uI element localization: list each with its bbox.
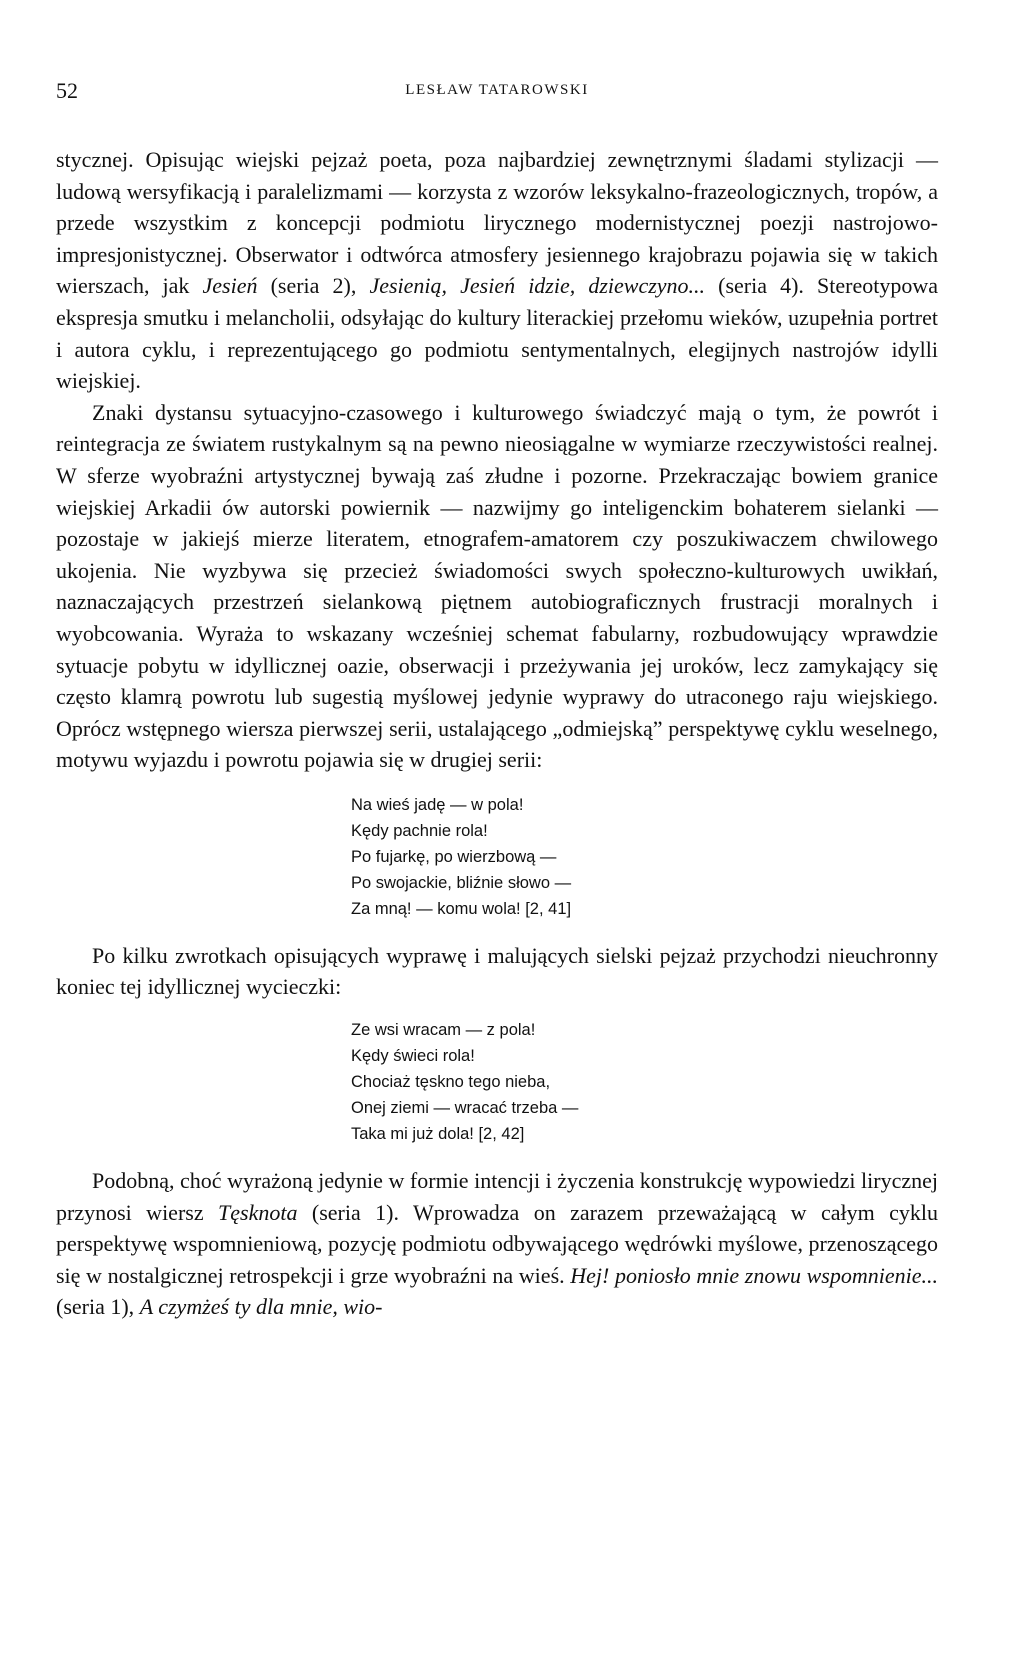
verse-line: Po swojackie, bliźnie słowo — [351, 873, 572, 892]
running-head: LESŁAW TATAROWSKI [405, 82, 589, 98]
verse-line: Po fujarkę, po wierzbową — [351, 847, 557, 866]
paragraph-1-text-b: (seria 2), [257, 273, 370, 299]
paragraph-1 [56, 144, 938, 397]
page-header [56, 78, 938, 106]
body-text [56, 144, 938, 1323]
verse-quote-2 [351, 1017, 938, 1147]
verse-quote-1 [351, 792, 938, 922]
verse-line: Onej ziemi — wracać trzeba — [351, 1099, 579, 1118]
paragraph-1-text-c: (seria 4). Stereotypowa ekspresja smutku i melancholii, odsyłając do kultury literackiej przełomu wieków, uzupełnia portret i autora cyklu, i reprezentującego go podmiotu sentymentalnych, elegijnych nastrojów idylli wiejskiej. [56, 273, 938, 394]
verse-line: Kędy świeci rola! [351, 1047, 475, 1066]
paragraph-4 [56, 1165, 938, 1323]
quote-a-czymzes: A czymżeś ty dla mnie, wio- [139, 1294, 383, 1320]
title-jesien: Jesień [202, 273, 258, 299]
title-tesknota: Tęsknota [218, 1199, 298, 1225]
paragraph-3: Po kilku zwrotkach opisujących wyprawę i malujących sielski pejzaż przychodzi nieuchronny koniec tej idyllicznej wycieczki: [56, 942, 938, 1000]
verse-line: Ze wsi wracam — z pola! [351, 1021, 536, 1040]
verse-line: Kędy pachnie rola! [351, 821, 488, 840]
title-jesienia: Jesienią, Jesień idzie, dziewczyno... [369, 273, 706, 299]
verse-line: Na wieś jadę — w pola! [351, 795, 524, 814]
paragraph-1-text-a: stycznej. Opisując wiejski pejzaż poeta, poza najbardziej zewnętrznymi śladami stylizacji — ludową wersyfikacją i paralelizmami — korzysta z wzorów leksykalno-frazeologicznych, tropów, a przede wszystkim z koncepcji podmiotu lirycznego modernistycznej poezji nastrojowo-impresjonistycznej. Obserwator i odtwórca atmosfery jesiennego krajobrazu pojawia się w takich wierszach, jak [56, 147, 938, 299]
paragraph-2: Znaki dystansu sytuacyjno-czasowego i kulturowego świadczyć mają o tym, że powrót i reintegracja ze światem rustykalnym są na pewno nieosiągalne w wymiarze rzeczywistości realnej. W sferze wyobraźni artystycznej bywają zaś złudne i pozorne. Przekraczając bowiem granice wiejskiej Arkadii ów autorski powiernik — nazwijmy go inteligenckim bohaterem sielanki — pozostaje w jakiejś mierze literatem, etnografem-amatorem czy poszukiwaczem chwilowego ukojenia. Nie wyzbywa się przecież świadomości swych społeczno-kulturowych uwikłań, naznaczających przestrzeń sielankową piętnem autobiograficznych frustracji moralnych i wyobcowania. Wyraża to wskazany wcześniej schemat fabularny, rozbudowujący wprawdzie sytuacje pobytu w idyllicznej oazie, obserwacji i przeżywania jej uroków, lecz zamykający się często klamrą powrotu lub sugestią myślowej jedynie wyprawy do utraconego raju wiejskiego. Oprócz wstępnego wiersza pierwszej serii, ustalającego „odmiejską” perspektywę cyklu weselnego, motywu wyjazdu i powrotu pojawia się w drugiej serii: [56, 399, 938, 773]
paragraph-4-text-c: (seria 1), [56, 1294, 140, 1320]
verse-line: Za mną! — komu wola! [2, 41] [351, 899, 572, 918]
quote-hej: Hej! poniosło mnie znowu wspomnienie... [570, 1262, 938, 1288]
verse-line: Chociaż tęskno tego nieba, [351, 1073, 551, 1092]
verse-line: Taka mi już dola! [2, 42] [351, 1125, 525, 1144]
page-number: 52 [56, 78, 78, 103]
paragraph-4-text-a: Podobną, choć wyrażoną jedynie w formie intencji i życzenia konstrukcję wypowiedzi lirycznej przynosi wiersz [56, 1168, 938, 1225]
paragraph-4-text-b: (seria 1). Wprowadza on zarazem przeważającą w całym cyklu perspektywę wspomnieniową, pozycję podmiotu odbywającego wędrówki myślowe, przenoszącego się w nostalgicznej retrospekcji i grze wyobraźni na wieś. [56, 1199, 938, 1288]
